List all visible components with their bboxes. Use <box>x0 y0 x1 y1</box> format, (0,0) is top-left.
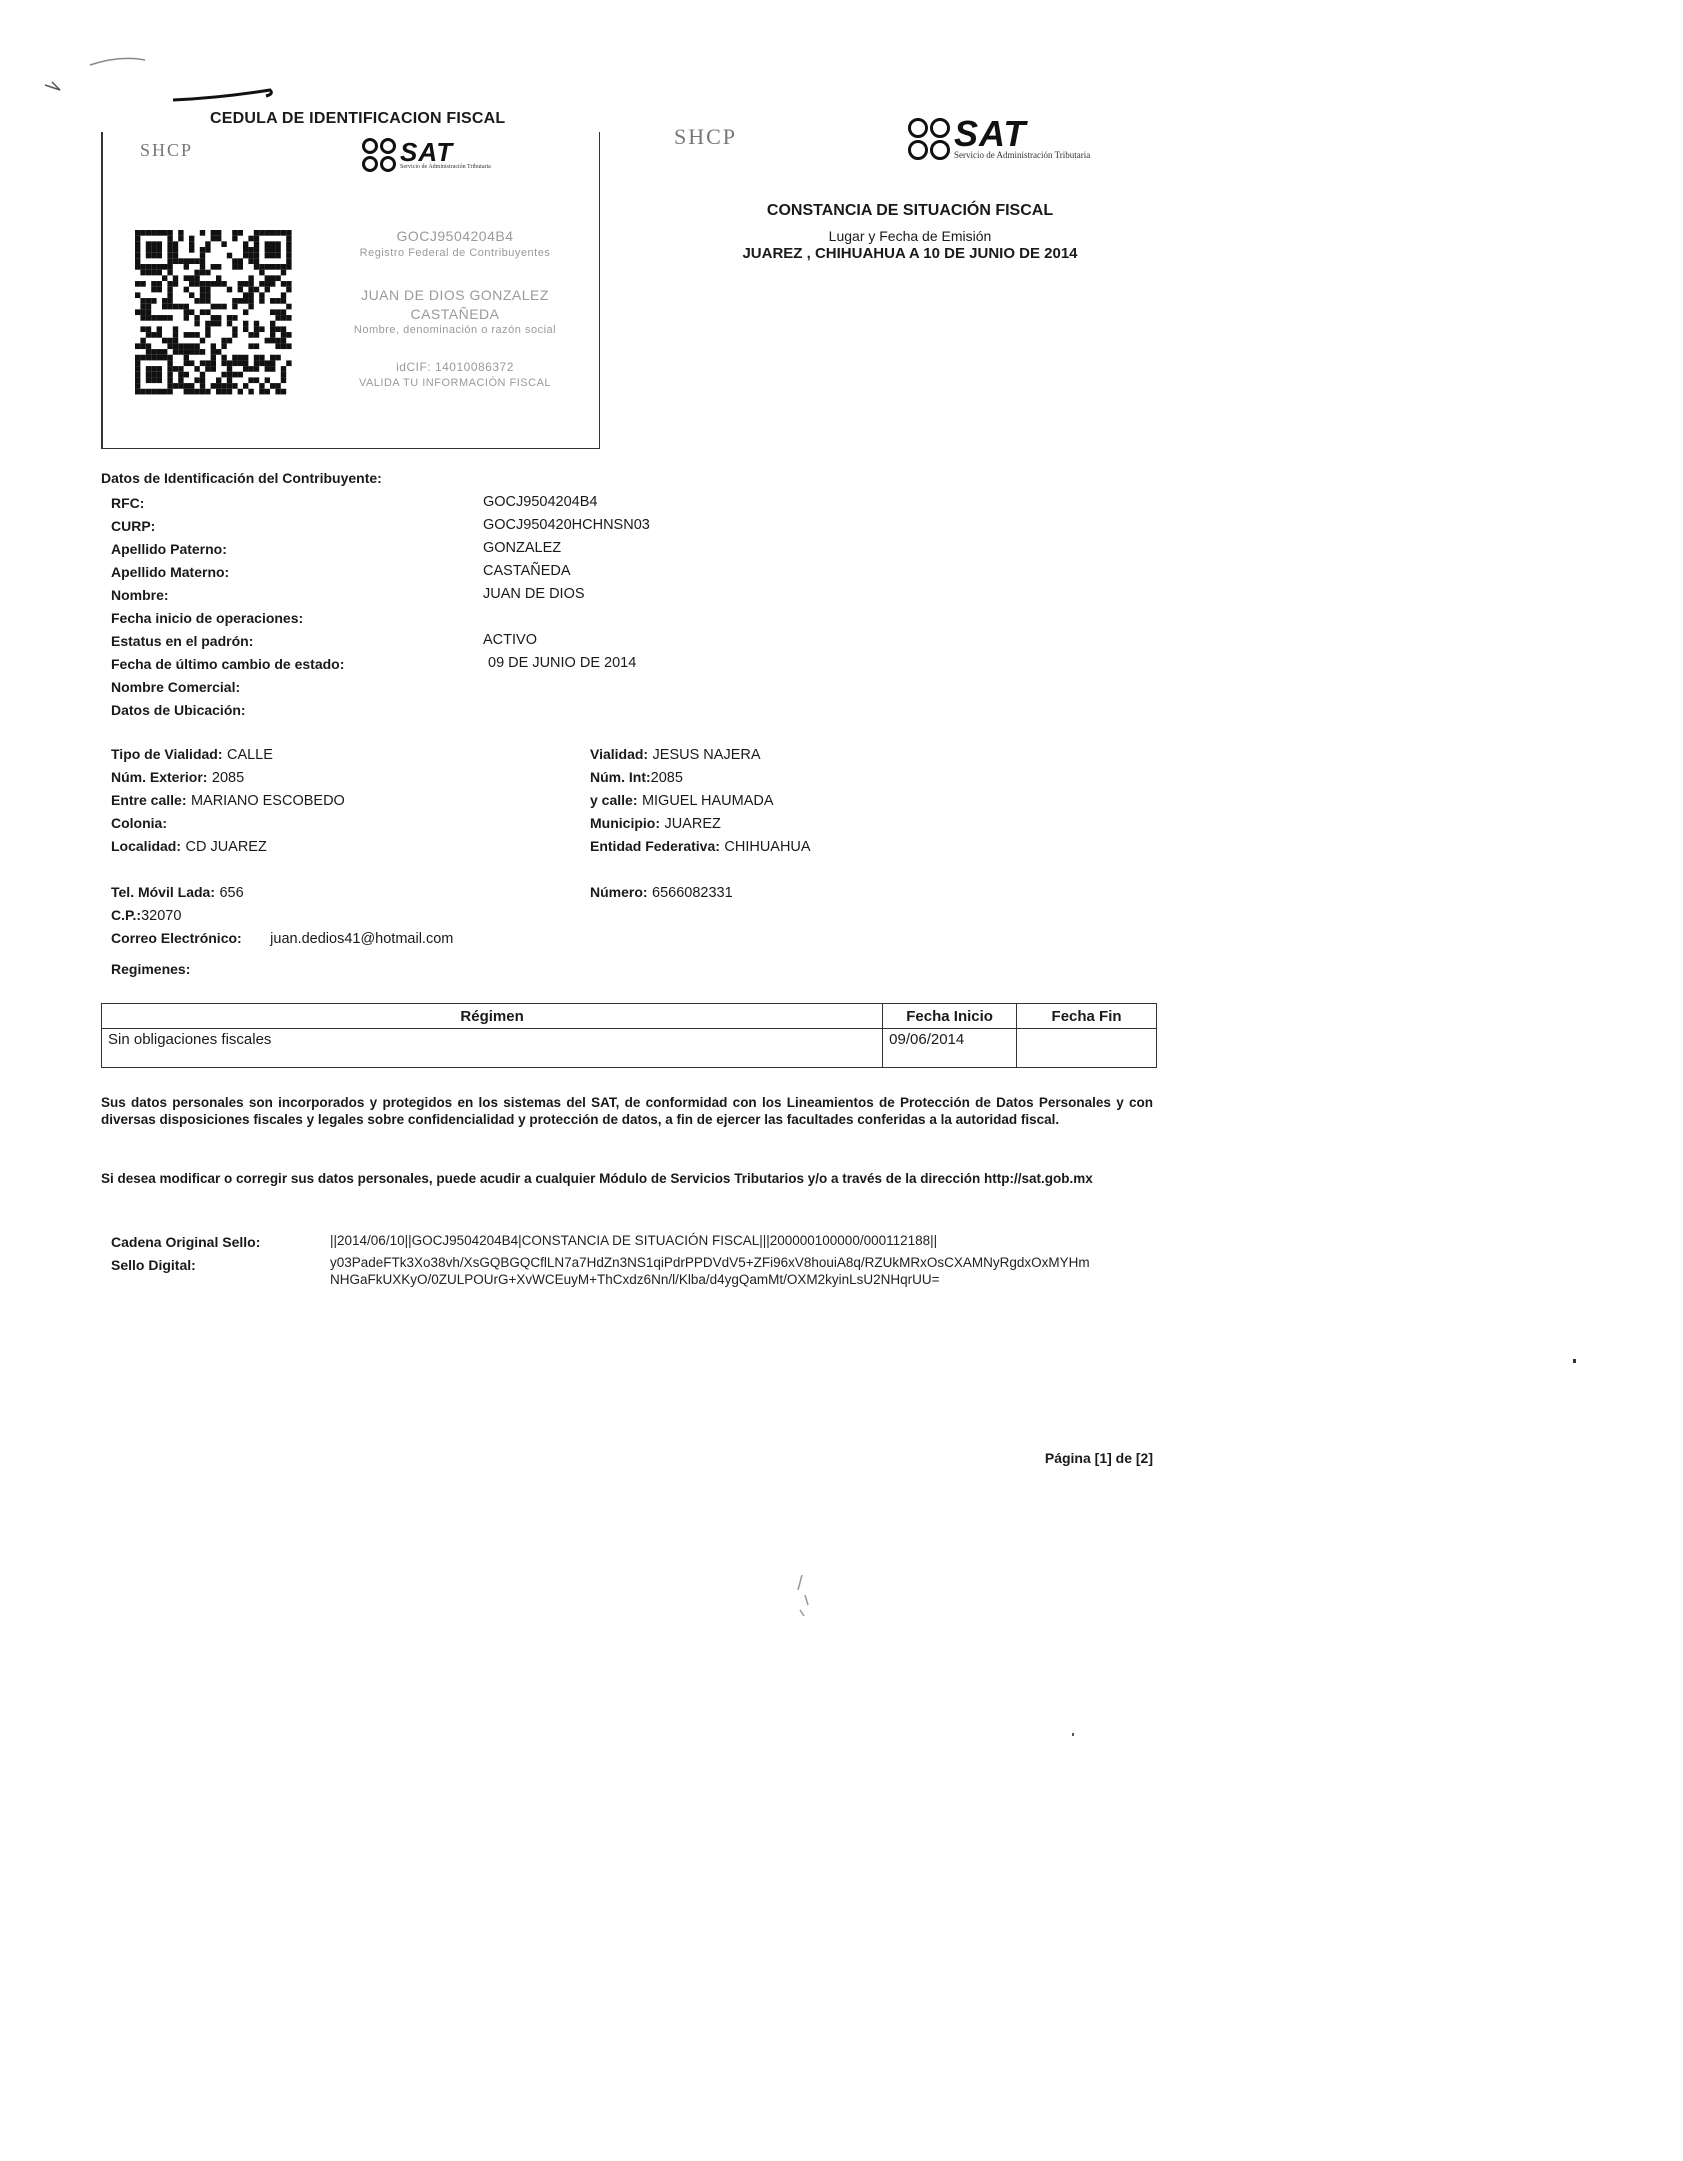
vialidad-label: Vialidad: <box>590 746 649 762</box>
pen-mark <box>170 86 280 106</box>
place-date-value: JUAREZ , CHIHUAHUA A 10 DE JUNIO DE 2014 <box>742 245 1078 262</box>
contribuyente-section-title: Datos de Identificación del Contribuyente: <box>101 470 382 486</box>
cadena-original-value: ||2014/06/10||GOCJ9504204B4|CONSTANCIA DE SITUACIÓN FISCAL|||200000100000/000112188|| <box>330 1233 938 1248</box>
correo-row <box>111 930 453 948</box>
sat-dots-icon <box>908 118 950 160</box>
col-header-regimen: Régimen <box>102 1004 883 1029</box>
cp-label: C.P.: <box>111 907 142 923</box>
col-header-fecha-fin: Fecha Fin <box>1017 1004 1157 1029</box>
contrib-label: Fecha inicio de operaciones: <box>111 610 304 626</box>
contrib-value: GONZALEZ <box>483 540 562 556</box>
header-sat-logo <box>908 113 1091 160</box>
cadena-original-label: Cadena Original Sello: <box>111 1234 261 1250</box>
cedula-name-faded-1: JUAN DE DIOS GONZALEZ <box>361 287 549 303</box>
header-shcp-logo: SHCP <box>674 124 738 149</box>
entre-calle-value: MARIANO ESCOBEDO <box>190 793 345 809</box>
sat-dots-icon <box>362 138 396 172</box>
table-row <box>102 1029 1157 1068</box>
cedula-name-faded-2: CASTAÑEDA <box>410 306 500 322</box>
num-int-label: Núm. Int: <box>590 769 651 785</box>
colonia-row <box>111 815 167 833</box>
contrib-label: Apellido Paterno: <box>111 541 227 557</box>
colonia-label: Colonia: <box>111 815 167 831</box>
localidad-row <box>111 838 267 856</box>
vialidad-value: JESUS NAJERA <box>652 747 761 763</box>
contrib-label: Nombre Comercial: <box>111 679 241 695</box>
contrib-value: GOCJ950420HCHNSN03 <box>483 517 650 533</box>
document-title: CONSTANCIA DE SITUACIÓN FISCAL <box>766 202 1054 219</box>
tel-value: 656 <box>219 885 244 901</box>
num-ext-label: Núm. Exterior: <box>111 769 208 785</box>
privacy-paragraph: Sus datos personales son incorporados y protegidos en los sistemas del SAT, de conformidad con los Lineamientos de Protección de Datos Personales y con diversas disposiciones fiscales y legales sobre confidencialidad y protección de datos, a fin de ejercer las facultades conferidas a la autoridad fiscal. <box>101 1095 1153 1127</box>
modify-data-paragraph: Si desea modificar o corregir sus datos personales, puede acudir a cualquier Módulo de Servicios Tributarios y/o a través de la dirección http://sat.gob.mx <box>101 1171 1093 1186</box>
contrib-label: Apellido Materno: <box>111 564 230 580</box>
cedula-validar-caption: VALIDA TU INFORMACIÓN FISCAL <box>358 377 552 389</box>
num-int-value: 2085 <box>650 770 683 786</box>
tipo-vialidad-label: Tipo de Vialidad: <box>111 746 223 762</box>
municipio-row <box>590 815 721 833</box>
entidad-label: Entidad Federativa: <box>590 838 720 854</box>
num-ext-row <box>111 769 244 787</box>
num-ext-value: 2085 <box>211 770 245 786</box>
sat-subtitle: Servicio de Administración Tributaria <box>954 150 1091 160</box>
sello-digital-label: Sello Digital: <box>111 1257 196 1273</box>
scan-mark-top-left <box>40 50 150 100</box>
cedula-name-caption: Nombre, denominación o razón social <box>353 324 557 336</box>
sat-wordmark: SAT <box>954 113 1027 154</box>
contrib-label: RFC: <box>111 495 145 511</box>
vialidad-row <box>590 746 761 764</box>
contrib-label: Estatus en el padrón: <box>111 633 254 649</box>
tipo-vialidad-value: CALLE <box>226 747 273 763</box>
entidad-value: CHIHUAHUA <box>724 839 811 855</box>
contrib-value: 09 DE JUNIO DE 2014 <box>488 655 637 671</box>
cell-fecha-inicio: 09/06/2014 <box>883 1029 1017 1068</box>
tel-label: Tel. Móvil Lada: <box>111 884 215 900</box>
sello-digital-value: y03PadeFTk3Xo38vh/XsGQBGQCflLN7a7HdZn3NS1qiPdrPPDVdV5+ZFi96xV8houiA8q/RZUkMRxOsCXAMNyRgdxOxMYHmNHGaFkUXKyO/0ZULPOUrG+XvWCEuyM+ThCxdz6Nn/l/Klba/d4ygQamMt/OXM2kyinLsU2NHqrUU= <box>330 1255 1090 1287</box>
municipio-label: Municipio: <box>590 815 660 831</box>
entre-calle-label: Entre calle: <box>111 792 187 808</box>
cedula-sat-logo <box>362 138 491 172</box>
tipo-vialidad-row <box>111 746 273 764</box>
cedula-idcif-faded: idCIF: 14010086372 <box>396 360 514 374</box>
qr-code <box>135 230 295 395</box>
col-header-fecha-inicio: Fecha Inicio <box>883 1004 1017 1029</box>
municipio-value: JUAREZ <box>664 816 721 832</box>
cedula-title: CEDULA DE IDENTIFICACION FISCAL <box>210 110 506 127</box>
entre-calle-row <box>111 792 345 810</box>
contrib-value: GOCJ9504204B4 <box>483 494 598 510</box>
numero-row <box>590 884 733 902</box>
num-int-row <box>590 769 683 787</box>
regimenes-label: Regimenes: <box>111 961 191 977</box>
y-calle-label: y calle: <box>590 792 638 808</box>
localidad-label: Localidad: <box>111 838 182 854</box>
table-header-row <box>102 1004 1157 1029</box>
contrib-label: Fecha de último cambio de estado: <box>111 656 345 672</box>
y-calle-value: MIGUEL HAUMADA <box>641 793 774 809</box>
entidad-row <box>590 838 811 856</box>
numero-label: Número: <box>590 884 648 900</box>
numero-value: 6566082331 <box>652 885 733 901</box>
correo-value: juan.dedios41@hotmail.com <box>270 931 454 947</box>
contrib-label: Nombre: <box>111 587 169 603</box>
y-calle-row <box>590 792 774 810</box>
contrib-value: JUAN DE DIOS <box>483 586 585 602</box>
scan-speck-2 <box>1573 1359 1576 1363</box>
cell-fecha-fin <box>1017 1029 1157 1068</box>
place-date-label: Lugar y Fecha de Emisión <box>828 228 992 244</box>
contrib-label: Datos de Ubicación: <box>111 702 246 718</box>
scan-speck-3 <box>1072 1733 1074 1736</box>
cell-regimen: Sin obligaciones fiscales <box>102 1029 883 1068</box>
contrib-label: CURP: <box>111 518 156 534</box>
tel-row <box>111 884 244 902</box>
sat-subtitle: Servicio de Administración Tributaria <box>400 164 491 170</box>
sat-wordmark: SAT <box>400 137 454 167</box>
regimen-table <box>101 1003 1157 1068</box>
scan-speck-1 <box>790 1570 820 1620</box>
cedula-rfc-caption: Registro Federal de Contribuyentes <box>359 247 551 259</box>
contrib-value: CASTAÑEDA <box>483 563 571 579</box>
contrib-value: ACTIVO <box>483 632 537 648</box>
cedula-shcp-logo: SHCP <box>140 140 194 160</box>
localidad-value: CD JUAREZ <box>185 839 267 855</box>
correo-label: Correo Electrónico: <box>111 930 242 946</box>
cedula-rfc-faded: GOCJ9504204B4 <box>396 228 514 244</box>
cp-row <box>111 907 181 925</box>
cp-value: 32070 <box>141 908 182 924</box>
page-number: Página [1] de [2] <box>1044 1450 1153 1466</box>
